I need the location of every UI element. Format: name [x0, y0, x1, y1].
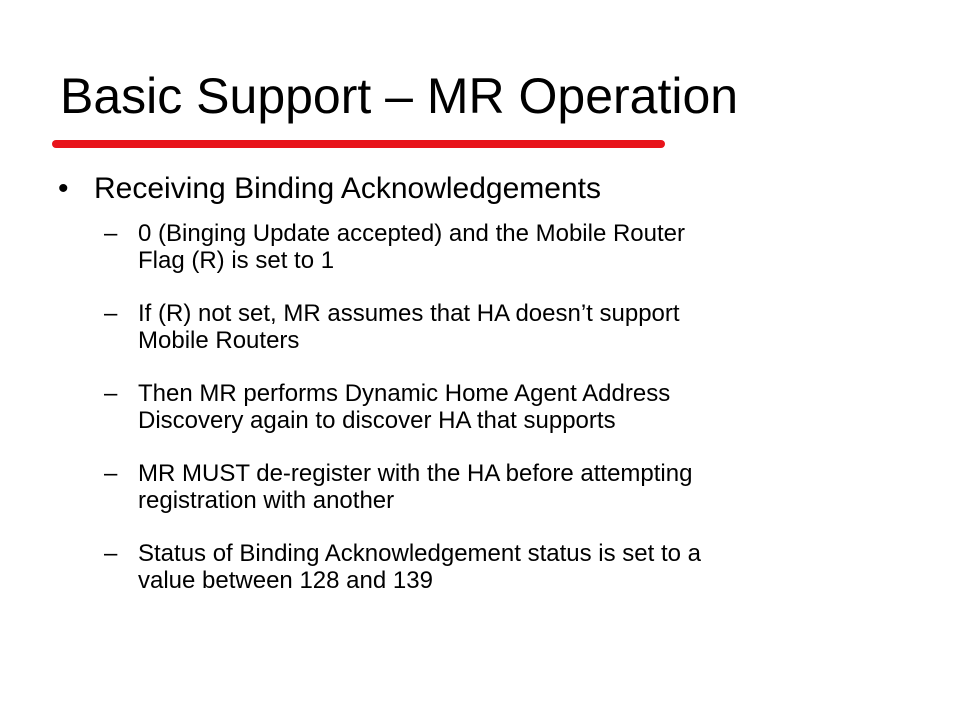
main-bullet: [58, 169, 601, 209]
sub-bullet-line: MR MUST de-register with the HA before attempting: [138, 460, 693, 487]
sub-bullet-line: 0 (Binging Update accepted) and the Mobile Router: [138, 220, 686, 247]
main-bullet-text: Receiving Binding Acknowledgements: [94, 172, 601, 205]
sub-bullet: [104, 380, 924, 434]
sub-bullet: [104, 540, 924, 594]
sub-bullet-line: Flag (R) is set to 1: [138, 247, 335, 274]
sub-bullet-marker: –: [104, 540, 118, 567]
sub-bullet-line: If (R) not set, MR assumes that HA doesn’t support: [138, 300, 680, 327]
sub-bullet-marker: –: [104, 300, 118, 327]
sub-bullet-line: Then MR performs Dynamic Home Agent Address: [138, 380, 671, 407]
sub-bullet-line: Status of Binding Acknowledgement status is set to a: [138, 540, 701, 567]
sub-bullet-line: registration with another: [138, 487, 395, 514]
sub-bullet: [104, 300, 924, 354]
sub-bullet-marker: –: [104, 460, 118, 487]
sub-bullet-line: Discovery again to discover HA that supports: [138, 407, 616, 434]
sub-bullet: [104, 220, 924, 274]
title-underline: [52, 140, 665, 148]
sub-bullet: [104, 460, 924, 514]
sub-bullet-marker: –: [104, 220, 118, 247]
sub-bullet-list: [104, 220, 924, 620]
sub-bullet-marker: –: [104, 380, 118, 407]
sub-bullet-line: Mobile Routers: [138, 327, 300, 354]
sub-bullet-line: value between 128 and 139: [138, 567, 433, 594]
slide-title: Basic Support – MR Operation: [60, 68, 739, 124]
bullet-marker: •: [58, 172, 69, 205]
